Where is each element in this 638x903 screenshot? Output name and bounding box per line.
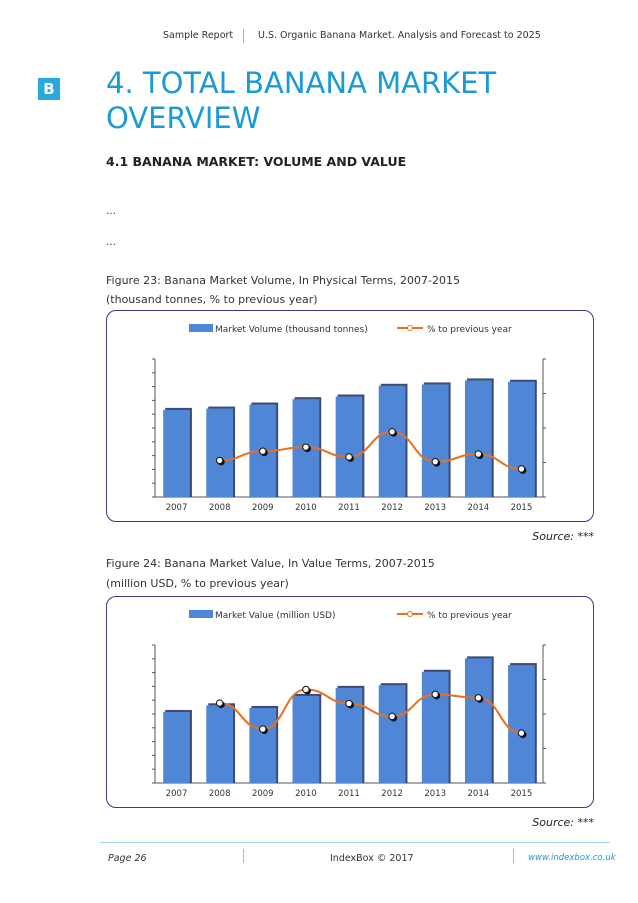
- value-xtick-2012: 2012: [381, 789, 403, 799]
- volume-point-2015: [518, 466, 524, 472]
- footer-divider-right: [513, 849, 514, 863]
- volume-xtick-2009: 2009: [251, 503, 274, 513]
- volume-legend-bar-swatch: [189, 324, 213, 332]
- header-divider: [243, 29, 244, 43]
- volume-legend-line-marker: [408, 326, 413, 331]
- volume-legend-bar-label: Market Volume (thousand tonnes): [215, 325, 368, 335]
- footer-copyright: IndexBox © 2017: [330, 853, 414, 864]
- volume-bar-2013: [422, 384, 449, 497]
- volume-point-2013: [432, 458, 438, 464]
- value-point-2010: [303, 686, 309, 692]
- footer-page-number: Page 26: [108, 853, 147, 864]
- value-legend-bar-swatch: [189, 610, 213, 618]
- volume-bar-2007: [163, 410, 190, 497]
- footer-rule: [100, 842, 610, 843]
- volume-bar-2011: [336, 397, 363, 498]
- volume-bar-2015: [508, 382, 535, 497]
- value-bar-2012: [379, 685, 406, 783]
- value-point-2014: [475, 695, 481, 701]
- value-bar-2013: [422, 672, 449, 783]
- value-xtick-2007: 2007: [165, 789, 188, 799]
- value-xtick-2009: 2009: [251, 789, 274, 799]
- figure-24-chart: [106, 596, 594, 808]
- volume-chart-svg: [107, 311, 595, 523]
- value-bar-2007: [163, 712, 190, 783]
- figure-24-source: Source: ***: [532, 816, 594, 829]
- volume-point-2010: [303, 444, 309, 450]
- volume-point-2014: [475, 451, 481, 457]
- volume-xtick-2010: 2010: [295, 503, 317, 513]
- value-point-2011: [346, 700, 352, 706]
- value-xtick-2008: 2008: [208, 789, 231, 799]
- volume-xtick-2014: 2014: [467, 503, 490, 513]
- placeholder-text-2: …: [106, 237, 116, 248]
- volume-point-2012: [389, 428, 395, 434]
- volume-point-2011: [346, 454, 352, 460]
- value-xtick-2014: 2014: [467, 789, 490, 799]
- indexbox-logo: B: [38, 78, 60, 100]
- value-xtick-2010: 2010: [295, 789, 317, 799]
- value-bar-2010: [293, 696, 320, 783]
- volume-xtick-2011: 2011: [338, 503, 360, 513]
- section-subtitle: 4.1 BANANA MARKET: VOLUME AND VALUE: [106, 154, 407, 169]
- footer-divider-left: [243, 849, 244, 863]
- value-bar-2015: [508, 665, 535, 783]
- figure-24-caption: Figure 24: Banana Market Value, In Value Terms, 2007-2015: [106, 557, 435, 570]
- value-legend-line-marker: [408, 612, 413, 617]
- value-point-2013: [432, 691, 438, 697]
- value-bar-2014: [465, 658, 492, 783]
- volume-xtick-2012: 2012: [381, 503, 403, 513]
- figure-23-units: (thousand tonnes, % to previous year): [106, 293, 318, 306]
- section-title: 4. TOTAL BANANA MARKET OVERVIEW: [106, 66, 497, 135]
- volume-xtick-2007: 2007: [165, 503, 188, 513]
- volume-bar-2012: [379, 386, 406, 497]
- volume-point-2008: [216, 457, 222, 463]
- volume-xtick-2013: 2013: [424, 503, 447, 513]
- value-point-2009: [260, 726, 266, 732]
- header-report-title: U.S. Organic Banana Market. Analysis and Forecast to 2025: [258, 30, 541, 41]
- header-report-type: Sample Report: [163, 30, 234, 41]
- value-chart-svg: [107, 597, 595, 809]
- value-point-2012: [389, 713, 395, 719]
- value-legend-line-label: % to previous year: [427, 611, 512, 621]
- footer-website-link[interactable]: www.indexbox.co.uk: [528, 853, 616, 863]
- value-point-2008: [216, 700, 222, 706]
- volume-bar-2008: [206, 409, 233, 497]
- figure-23-chart: [106, 310, 594, 522]
- value-xtick-2011: 2011: [338, 789, 360, 799]
- volume-xtick-2008: 2008: [208, 503, 231, 513]
- value-xtick-2015: 2015: [510, 789, 533, 799]
- volume-legend-line-label: % to previous year: [427, 325, 512, 335]
- volume-point-2009: [260, 448, 266, 454]
- value-legend-bar-label: Market Value (million USD): [215, 611, 336, 621]
- figure-23-caption: Figure 23: Banana Market Volume, In Physical Terms, 2007-2015: [106, 274, 461, 287]
- volume-bar-2014: [465, 380, 492, 497]
- figure-23-source: Source: ***: [532, 530, 594, 543]
- value-point-2015: [518, 730, 524, 736]
- volume-xtick-2015: 2015: [510, 503, 533, 513]
- value-bar-2009: [249, 708, 276, 783]
- value-xtick-2013: 2013: [424, 789, 447, 799]
- value-bar-2008: [206, 705, 233, 783]
- placeholder-text-1: …: [106, 206, 116, 217]
- figure-24-units: (million USD, % to previous year): [106, 577, 289, 590]
